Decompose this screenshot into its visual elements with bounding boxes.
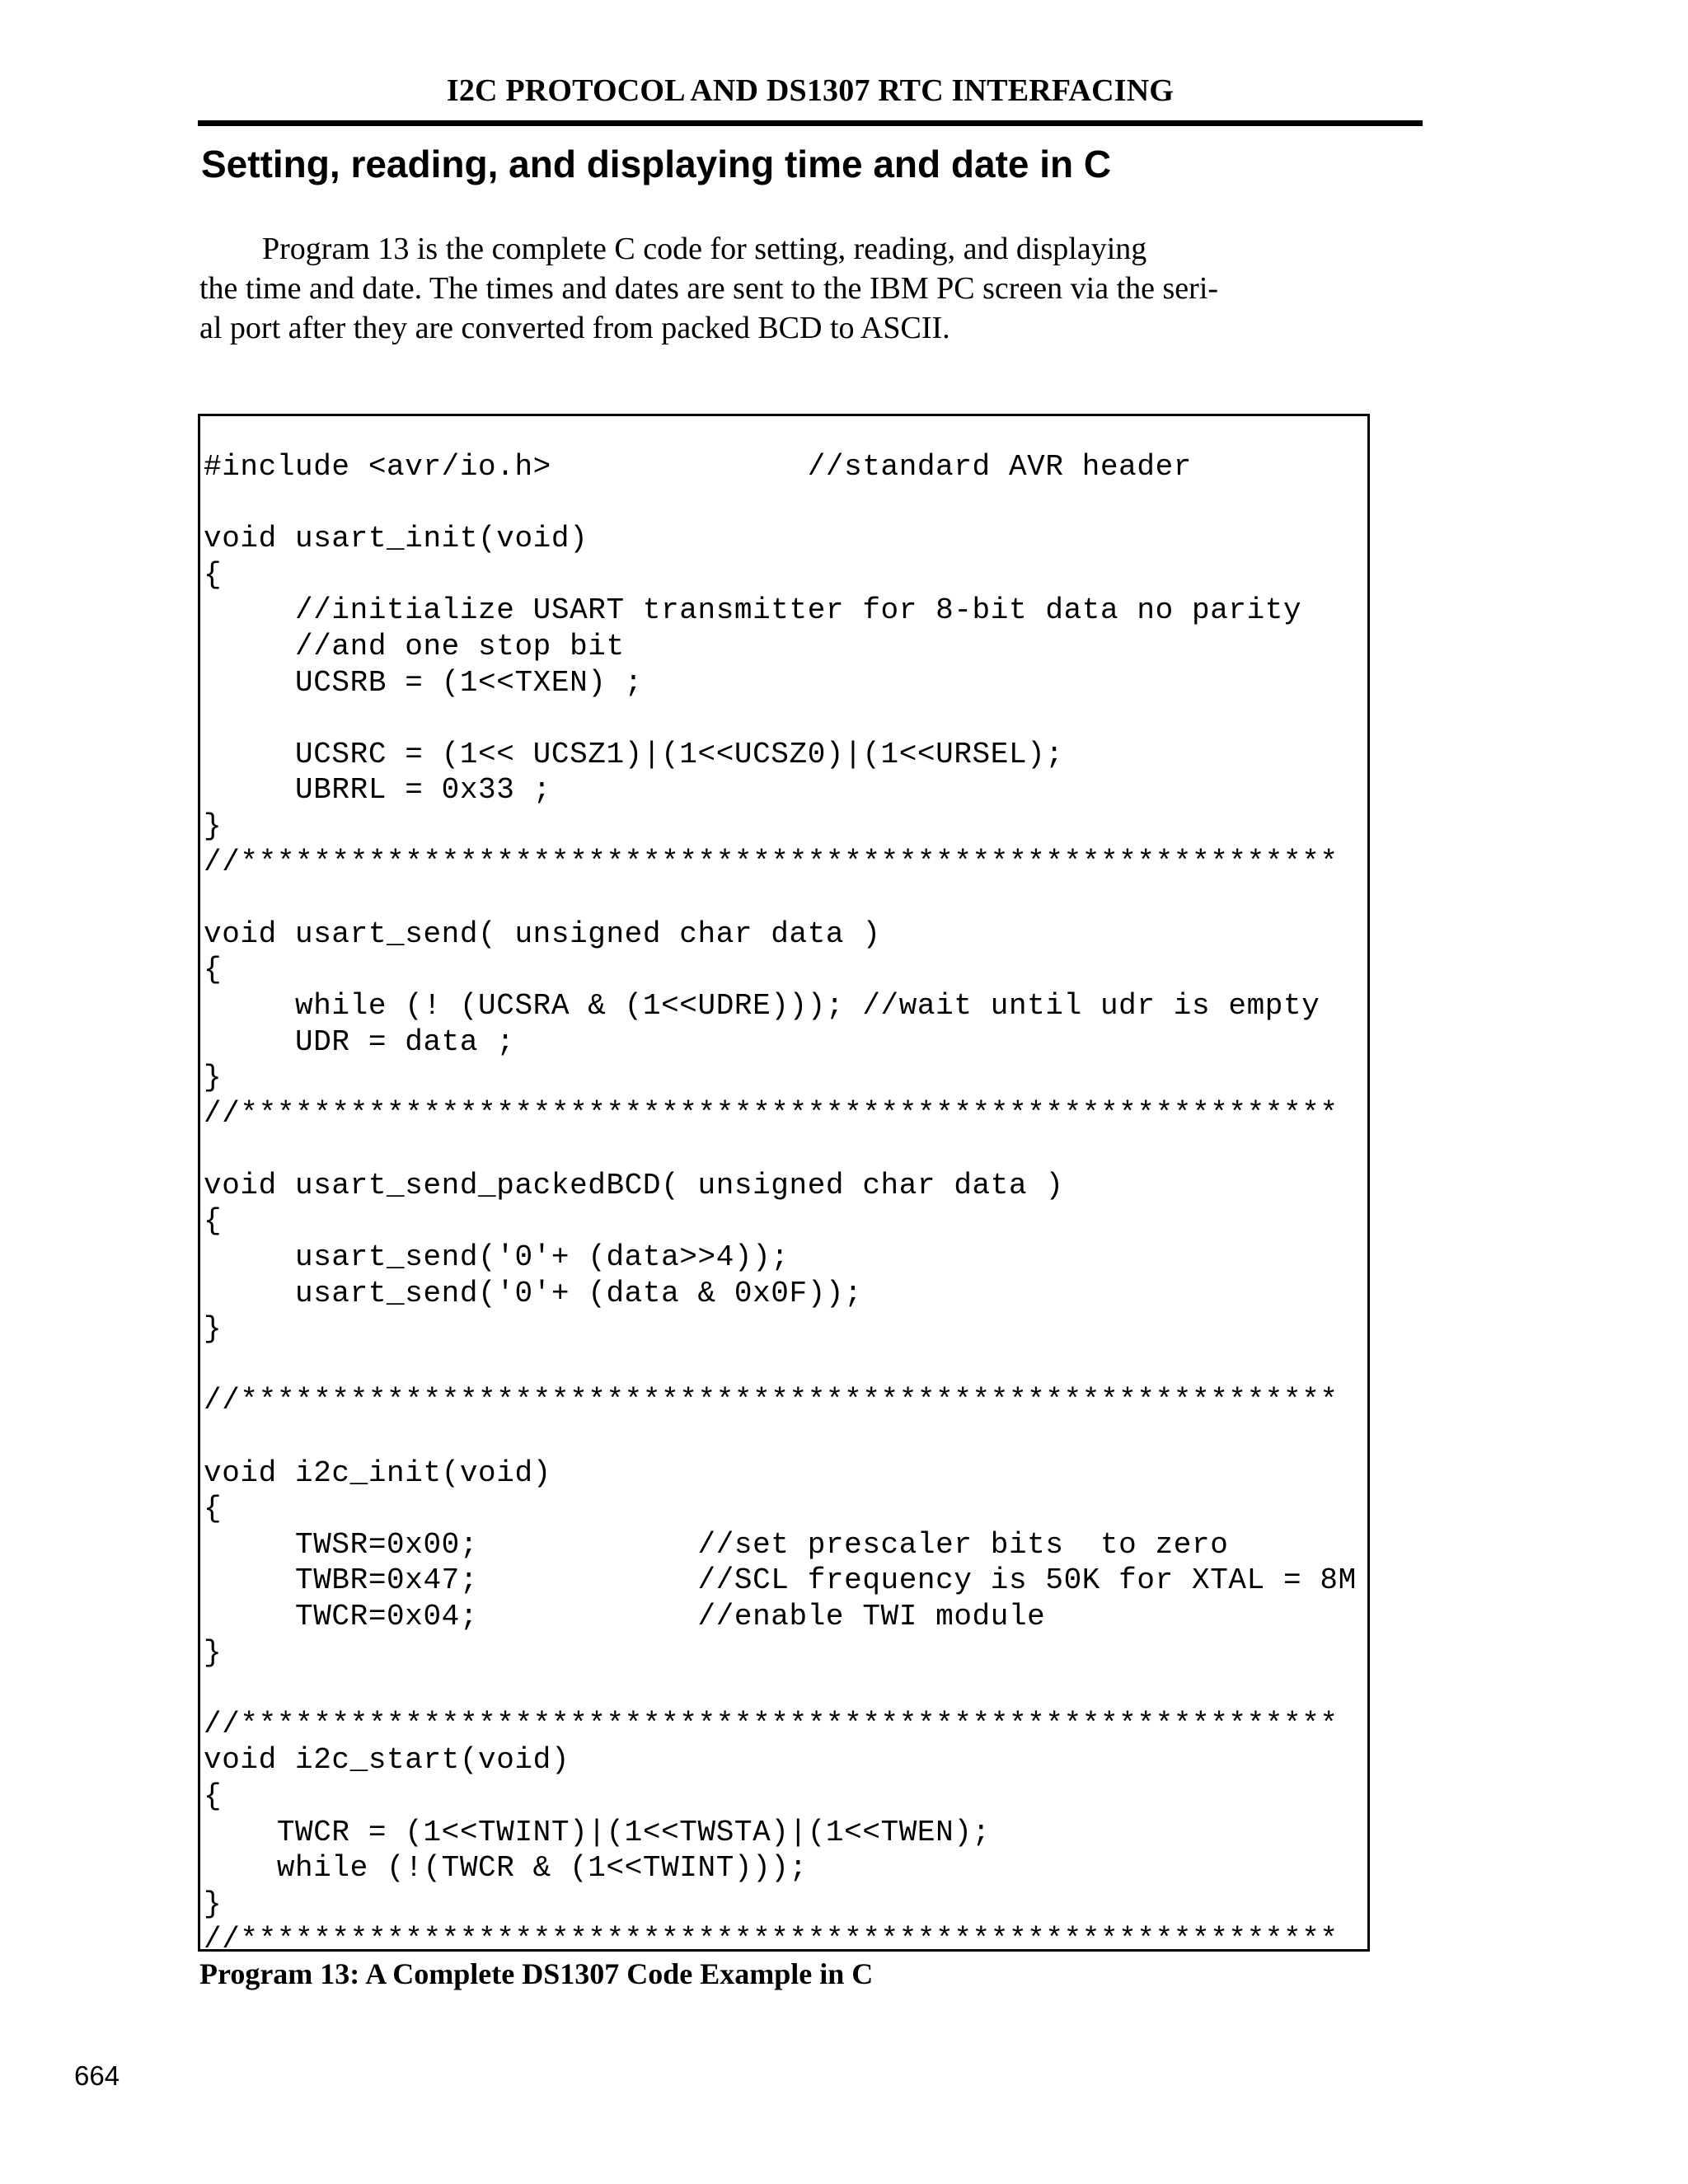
code-line: UCSRB = (1<<TXEN) ; xyxy=(204,665,643,700)
code-line: //and one stop bit xyxy=(204,629,625,663)
code-line: UBRRL = 0x33 ; xyxy=(204,773,551,808)
code-line xyxy=(204,1671,1357,1707)
code-line: usart_send('0'+ (data & 0x0F)); xyxy=(204,1276,863,1310)
code-line: { xyxy=(204,1492,223,1526)
code-line: { xyxy=(204,1779,223,1813)
code-line xyxy=(204,485,1357,522)
code-line: //************************************************************ xyxy=(204,845,1339,879)
code-line: { xyxy=(204,557,223,592)
code-line: void i2c_start(void) xyxy=(204,1743,570,1778)
code-line: //initialize USART transmitter for 8-bit data no parity xyxy=(204,593,1302,628)
code-line: TWSR=0x00; //set prescaler bits to zero xyxy=(204,1527,1229,1562)
body-line: Program 13 is the complete C code for setting, reading, and displaying xyxy=(199,232,1147,266)
code-line: TWCR=0x04; //enable TWI module xyxy=(204,1600,1046,1633)
code-line xyxy=(204,1347,1357,1384)
code-line xyxy=(204,880,1357,916)
section-title: Setting, reading, and displaying time and date in C xyxy=(201,143,1112,185)
code-line: } xyxy=(204,1635,223,1670)
code-line: UCSRC = (1<< UCSZ1)|(1<<UCSZ0)|(1<<URSEL); xyxy=(204,737,1064,771)
code-line: { xyxy=(204,953,223,987)
body-line: al port after they are converted from packed BCD to ASCII. xyxy=(199,311,950,345)
code-line: //************************************************************ xyxy=(204,1384,1339,1418)
code-line xyxy=(204,701,1357,737)
body-line: the time and date. The times and dates are sent to the IBM PC screen via the seri- xyxy=(199,271,1219,306)
code-line: usart_send('0'+ (data>>4)); xyxy=(204,1240,790,1275)
code-line: void usart_init(void) xyxy=(204,522,588,556)
code-line: //************************************************************ xyxy=(204,1096,1339,1131)
code-line: } xyxy=(204,1061,223,1095)
code-line: void usart_send_packedBCD( unsigned char data ) xyxy=(204,1168,1064,1202)
code-line: void usart_send( unsigned char data ) xyxy=(204,916,881,951)
code-line: //************************************************************ xyxy=(204,1923,1339,1957)
code-line: UDR = data ; xyxy=(204,1024,515,1059)
code-line: TWBR=0x47; //SCL frequency is 50K for XTAL = 8M xyxy=(204,1563,1357,1598)
code-line: //************************************************************ xyxy=(204,1707,1339,1741)
code-line xyxy=(204,1132,1357,1168)
code-listing xyxy=(204,449,1357,1958)
code-line: } xyxy=(204,1886,223,1921)
body-paragraph xyxy=(199,229,1296,348)
code-line: while (!(TWCR & (1<<TWINT))); xyxy=(204,1851,808,1886)
header-rule xyxy=(198,120,1423,126)
code-listing-box xyxy=(198,414,1370,1957)
page-number: 664 xyxy=(74,2060,120,2091)
code-line: { xyxy=(204,1204,223,1239)
program-caption: Program 13: A Complete DS1307 Code Example in C xyxy=(199,1957,874,1990)
code-line: TWCR = (1<<TWINT)|(1<<TWSTA)|(1<<TWEN); xyxy=(204,1815,991,1849)
code-line: } xyxy=(204,808,223,843)
code-line: #include <avr/io.h> //standard AVR header xyxy=(204,450,1192,484)
code-line: } xyxy=(204,1312,223,1347)
running-header: I2C PROTOCOL AND DS1307 RTC INTERFACING xyxy=(446,73,1175,108)
code-line xyxy=(204,1419,1357,1455)
code-line: while (! (UCSRA & (1<<UDRE))); //wait until udr is empty xyxy=(204,988,1320,1023)
code-line: void i2c_init(void) xyxy=(204,1455,551,1490)
